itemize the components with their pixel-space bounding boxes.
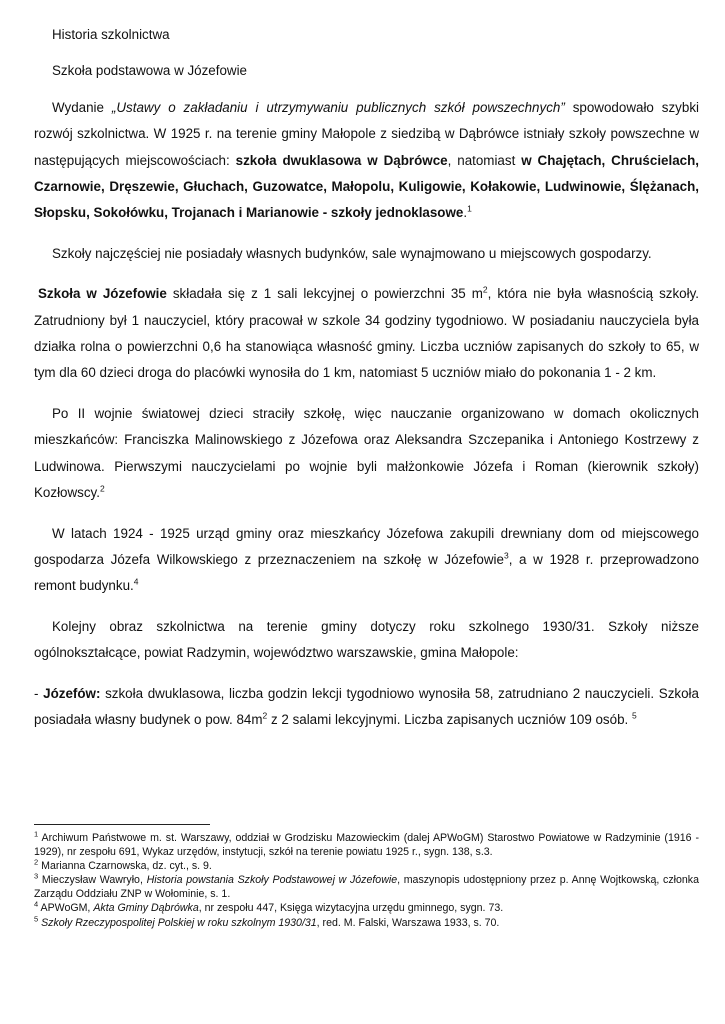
p3-text-b: , która nie była własnością szkoły. Zatrudniony był 1 nauczyciel, który pracował w szkole 34 godziny tygodniowo. W posiadaniu nauczyciela była działka rolna o powierzchni 0,6 ha stanowiąca własność gminy. Liczba uczniów zapisanych do szkoły to 65, w tym dla 60 dzieci droga do placówki wynosiła do 1 km, natomiast 5 uczniów miało do pokonania 1 - 2 km. xyxy=(34,286,699,381)
paragraph-4 xyxy=(34,401,699,507)
footnote-ref-5[interactable]: 5 xyxy=(631,710,637,721)
p7-dash: - xyxy=(34,685,44,701)
p1-text-c: , natomiast xyxy=(447,152,522,168)
paragraph-3 xyxy=(34,281,699,387)
footnote-5 xyxy=(34,916,699,930)
section-heading-text: Szkoła podstawowa w Józefowie xyxy=(52,63,248,79)
p3-bold-school: Szkoła w Józefowie xyxy=(38,286,167,302)
p7-text-a: szkoła dwuklasowa, liczba godzin lekcji tygodniowo wynosiła 58, zatrudniano 2 nauczycieli. Szkoła posiadała własny budynek o pow. 84m xyxy=(34,685,699,727)
footnote-5-title: Szkoły Rzeczypospolitej Polskiej w roku szkolnym 1930/31 xyxy=(38,916,317,929)
footnote-3 xyxy=(34,873,699,901)
footnote-2-number: 2 xyxy=(34,857,39,867)
footnote-ref-3[interactable]: 3 xyxy=(503,550,509,561)
footnote-4 xyxy=(34,901,699,915)
footnote-5-text-b: , red. M. Falski, Warszawa 1933, s. 70. xyxy=(316,916,500,929)
p7-bold-jozefow: Józefów: xyxy=(43,685,101,701)
footnote-ref-4[interactable]: 4 xyxy=(133,576,139,587)
p1-bold-dabrowka: szkoła dwuklasowa w Dąbrówce xyxy=(235,152,448,168)
footnote-4-title: Akta Gminy Dąbrówka xyxy=(93,902,199,915)
document-title xyxy=(34,22,699,48)
p1-law-title: „Ustawy o zakładaniu i utrzymywaniu publicznych szkół powszechnych” xyxy=(111,99,565,115)
footnote-separator xyxy=(34,824,210,825)
paragraph-1 xyxy=(34,95,699,227)
document-title-text: Historia szkolnictwa xyxy=(52,27,170,42)
footnote-2 xyxy=(34,859,699,873)
footnote-3-title: Historia powstania Szkoły Podstawowej w Józefowie xyxy=(146,874,398,887)
section-heading xyxy=(34,58,699,84)
p3-superscript: 2 xyxy=(482,284,488,295)
footnote-3-number: 3 xyxy=(34,871,39,881)
footnote-ref-2[interactable]: 2 xyxy=(99,483,105,494)
footnote-1-number: 1 xyxy=(34,829,39,839)
p1-bold-villages: w Chajętach, Chruścielach, Czarnowie, Dręszewie, Głuchach, Guzowatce, Małopolu, Kuligowie, Kołakowie, Ludwinowie, Ślężanach, Słopsku, Sokołówku, Trojanach i Marianowie - szkoły jednoklasowe xyxy=(34,152,699,221)
p1-text-d: . xyxy=(463,205,468,221)
footnote-4-number: 4 xyxy=(34,899,39,909)
footnote-2-text: Marianna Czarnowska, dz. cyt., s. 9. xyxy=(38,860,212,873)
p7-text-b: z 2 salami lekcyjnymi. Liczba zapisanych uczniów 109 osób. xyxy=(267,711,632,727)
p2-text: Szkoły najczęściej nie posiadały własnych budynków, sale wynajmowano u miejscowych gospodarzy. xyxy=(52,245,652,261)
paragraph-5 xyxy=(34,521,699,600)
footnote-4-text-b: , nr zespołu 447, Księga wizytacyjna urzędu gminnego, sygn. 73. xyxy=(198,902,504,915)
p5-text-b: , a w 1928 r. przeprowadzono remont budynku. xyxy=(34,551,699,594)
p4-text: Po II wojnie światowej dzieci straciły szkołę, więc nauczanie organizowano w domach okolicznych mieszkańców: Franciszka Malinowskiego z Józefowa oraz Aleksandra Szczepanika i Antoniego Kostrzewy z Ludwinowa. Pierwszymi nauczycielami po wojnie byli małżonkowie Józefa i Roman (kierownik szkoły) Kozłowscy. xyxy=(34,405,699,501)
paragraph-6 xyxy=(34,614,699,667)
footnote-5-number: 5 xyxy=(34,914,39,924)
p1-text-b: spowodowało szybki rozwój szkolnictwa. W 1925 r. na terenie gminy Małopole z siedzibą w Dąbrówce istniały szkoły powszechne w następujących miejscowościach: xyxy=(34,99,699,168)
footnote-4-text-a: APWoGM, xyxy=(38,902,94,915)
footnotes-section xyxy=(34,824,699,930)
p6-text: Kolejny obraz szkolnictwa na terenie gminy dotyczy roku szkolnego 1930/31. Szkoły niższe ogólnokształcące, powiat Radzymin, województwo warszawskie, gmina Małopole: xyxy=(34,618,699,661)
footnote-1-text: Archiwum Państwowe m. st. Warszawy, oddział w Grodzisku Mazowieckim (dalej APWoGM) Starostwo Powiatowe w Radzyminie (1916 - 1929), nr zespołu 691, Wykaz urzędów, instytucji, szkół na terenie powiatu 1925 r., sygn. 138, s.3. xyxy=(34,832,699,859)
paragraph-2 xyxy=(34,241,699,267)
footnote-ref-1[interactable]: 1 xyxy=(467,203,472,214)
p1-text-a: Wydanie xyxy=(52,99,112,115)
footnote-1 xyxy=(34,831,699,859)
p7-superscript: 2 xyxy=(262,710,268,721)
p3-text-a: składała się z 1 sali lekcyjnej o powierzchni 35 m xyxy=(166,286,483,302)
p5-text-a: W latach 1924 - 1925 urząd gminy oraz mieszkańcy Józefowa zakupili drewniany dom od miejscowego gospodarza Józefa Wilkowskiego z przeznaczeniem na szkołę w Józefowie xyxy=(34,525,699,567)
paragraph-7 xyxy=(34,681,699,734)
footnote-3-text-b: , maszynopis udostępniony przez p. Annę Wojtkowską, członka Zarządu Oddziału ZNP w Wołominie, s. 1. xyxy=(34,874,699,901)
document-page xyxy=(34,22,699,733)
footnote-3-text-a: Mieczysław Wawryło, xyxy=(38,874,147,887)
